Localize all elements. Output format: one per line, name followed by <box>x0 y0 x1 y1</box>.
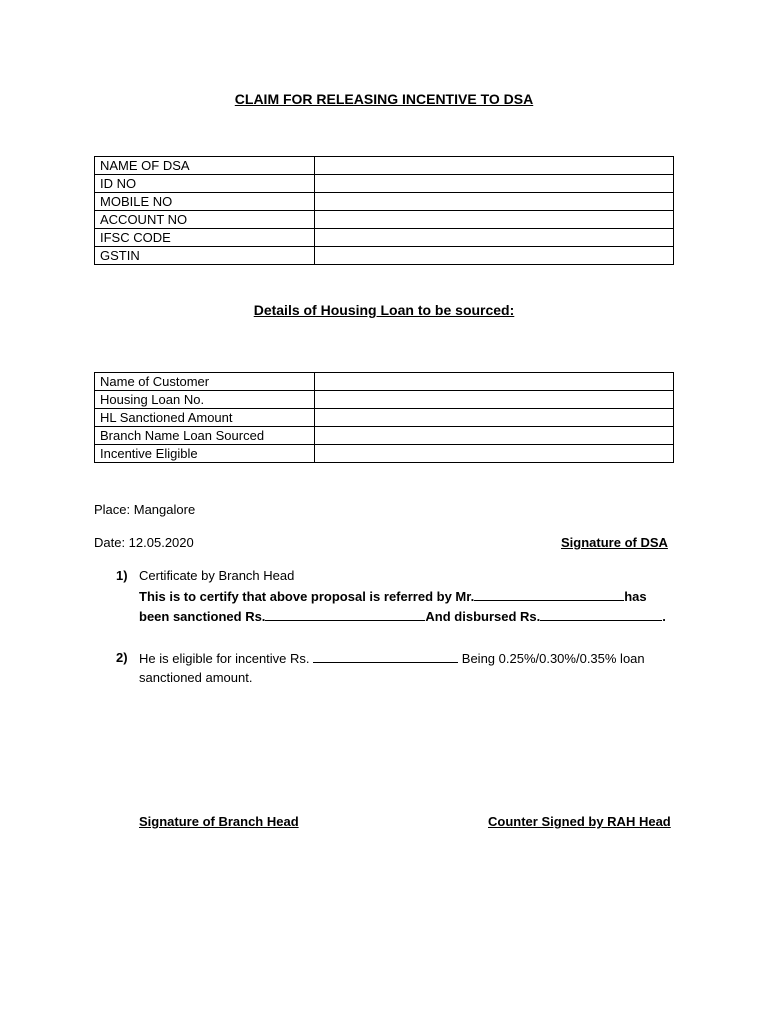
field-value[interactable] <box>315 175 674 193</box>
field-value[interactable] <box>315 193 674 211</box>
item1-line3-mid: And disbursed Rs. <box>425 609 541 624</box>
item1-line2-end: has <box>624 589 647 604</box>
loan-table-row <box>95 427 674 445</box>
item2-line1 <box>139 650 645 666</box>
item1-line1: Certificate by Branch Head <box>139 568 295 583</box>
dsa-table-row <box>95 247 674 265</box>
item1-line3-text: been sanctioned Rs. <box>139 609 266 624</box>
loan-details-heading: Details of Housing Loan to be sourced: <box>253 302 515 318</box>
field-label: MOBILE NO <box>95 193 315 211</box>
field-value[interactable] <box>315 229 674 247</box>
signature-dsa-label: Signature of DSA <box>561 535 668 550</box>
field-label: Name of Customer <box>95 373 315 391</box>
field-value[interactable] <box>315 211 674 229</box>
field-label: HL Sanctioned Amount <box>95 409 315 427</box>
dsa-table-row <box>95 193 674 211</box>
item1-line3 <box>139 608 666 624</box>
field-value[interactable] <box>315 409 674 427</box>
place-text: Place: Mangalore <box>94 502 196 517</box>
loan-table-row <box>95 373 674 391</box>
item1-line2-text: This is to certify that above proposal is referred by Mr. <box>139 589 475 604</box>
field-value[interactable] <box>315 157 674 175</box>
item2-line2: sanctioned amount. <box>139 670 253 685</box>
counter-signed-label: Counter Signed by RAH Head <box>488 814 671 829</box>
field-label: ACCOUNT NO <box>95 211 315 229</box>
field-value[interactable] <box>315 247 674 265</box>
field-label: GSTIN <box>95 247 315 265</box>
dsa-table-row <box>95 157 674 175</box>
document-title: CLAIM FOR RELEASING INCENTIVE TO DSA <box>234 91 534 107</box>
incentive-amount-blank <box>313 650 458 663</box>
item1-number: 1) <box>116 568 128 583</box>
field-label: Housing Loan No. <box>95 391 315 409</box>
field-value[interactable] <box>315 427 674 445</box>
item2-line1-text: He is eligible for incentive Rs. <box>139 651 310 666</box>
field-value[interactable] <box>315 391 674 409</box>
field-label: Incentive Eligible <box>95 445 315 463</box>
dsa-table-row <box>95 211 674 229</box>
item1-line3-end: . <box>662 609 666 624</box>
dsa-details-table <box>94 156 674 265</box>
referred-by-blank <box>474 588 624 601</box>
loan-table-row <box>95 445 674 463</box>
item2-line1-end: Being 0.25%/0.30%/0.35% loan <box>461 651 645 666</box>
sanctioned-amount-blank <box>265 608 425 621</box>
field-value[interactable] <box>315 373 674 391</box>
field-label: ID NO <box>95 175 315 193</box>
field-label: IFSC CODE <box>95 229 315 247</box>
signature-branch-head-label: Signature of Branch Head <box>139 814 299 829</box>
loan-details-table <box>94 372 674 463</box>
loan-table-row <box>95 409 674 427</box>
disbursed-amount-blank <box>540 608 662 621</box>
field-value[interactable] <box>315 445 674 463</box>
item2-number: 2) <box>116 650 128 665</box>
field-label: Branch Name Loan Sourced <box>95 427 315 445</box>
dsa-table-row <box>95 175 674 193</box>
dsa-table-row <box>95 229 674 247</box>
loan-table-row <box>95 391 674 409</box>
field-label: NAME OF DSA <box>95 157 315 175</box>
item1-line2 <box>139 588 664 604</box>
date-text: Date: 12.05.2020 <box>94 535 194 550</box>
